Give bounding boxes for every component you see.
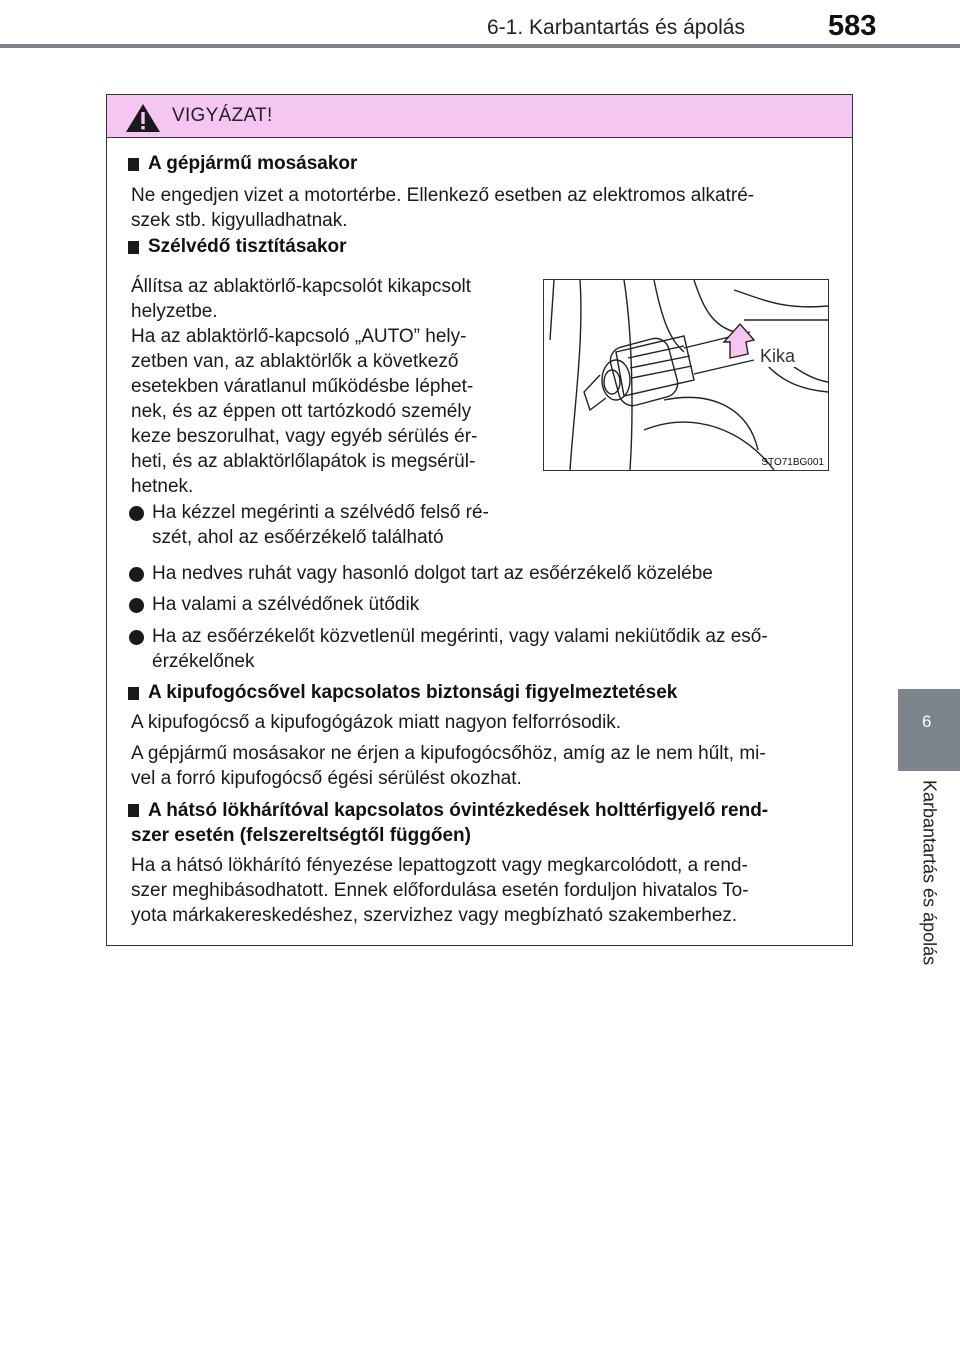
bullet-dot [129,630,144,645]
section-title: 6-1. Karbantartás és ápolás [487,16,745,39]
exhaust-heading: A kipufogócsővel kapcsolatos biztonsági figyelmeztetések [148,682,678,703]
wiper-switch-illustration [543,279,829,471]
text-line: vel a forró kipufogócső égési sérülést okozhat. [131,768,522,789]
text-line: Ha az ablaktörlő-kapcsoló „AUTO” hely- [131,326,467,347]
text-line: Ne engedjen vizet a motortérbe. Ellenkező esetben az elektromos alkatré- [131,185,755,206]
windshield-heading: Szélvédő tisztításakor [148,236,347,257]
warning-triangle-icon [125,103,161,133]
text-line: Ha a hátsó lökhárító fényezése lepattogzott vagy megkarcolódott, a rend- [131,855,748,876]
section-marker [128,158,139,171]
text-line: szek stb. kigyulladhatnak. [131,210,348,231]
text-line: nek, és az éppen ott tartózkodó személy [131,401,472,422]
bullet-dot [129,506,144,521]
text-line: Állítsa az ablaktörlő-kapcsolót kikapcsolt [131,276,472,297]
text-line: heti, és az ablaktörlőlapátok is megsérül- [131,451,476,472]
text-line: Ha valami a szélvédőnek ütődik [152,594,420,615]
text-line: helyzetbe. [131,301,218,322]
text-line: szer meghibásodhatott. Ennek előfordulása esetén forduljon hivatalos To- [131,880,749,901]
text-line: Ha kézzel megérinti a szélvédő felső ré- [152,502,489,523]
chapter-title: Karbantartás és ápolás [919,780,940,966]
bullet-item [152,561,842,586]
exhaust-paragraph-2 [131,741,838,791]
text-line: zetben van, az ablaktörlők a következő [131,351,459,372]
text-line: A gépjármű mosásakor ne érjen a kipufogócsőhöz, amíg az le nem hűlt, mi- [131,743,766,764]
bullet-item [152,500,518,550]
page-number: 583 [828,10,877,42]
warning-title: VIGYÁZAT! [172,105,273,126]
text-line: hetnek. [131,476,194,497]
text-line: A kipufogócső a kipufogógázok miatt nagyon felforrósodik. [131,712,622,733]
chapter-number: 6 [922,712,932,731]
bullet-item [152,624,842,674]
exhaust-paragraph-1 [131,710,838,735]
figure-code: STO71BG001 [761,457,824,468]
windshield-paragraph [131,274,518,499]
bumper-paragraph [131,853,838,928]
text-line: yota márkakereskedéshez, szervizhez vagy megbízható szakemberhez. [131,905,738,926]
text-line: szét, ahol az esőérzékelő található [152,527,444,548]
bullet-item [152,592,842,617]
warning-header [107,95,852,138]
text-line: keze beszorulhat, vagy egyéb sérülés ér- [131,426,478,447]
text-line: Ha az esőérzékelőt közvetlenül megérinti, vagy valami nekiütődik az eső- [152,626,768,647]
chapter-title-vertical [898,780,960,990]
text-line: Ha nedves ruhát vagy hasonló dolgot tart az esőérzékelő közelébe [152,563,713,584]
bullet-dot [129,598,144,613]
text-line: esetekben váratlanul működésbe léphet- [131,376,474,397]
section-marker [128,241,139,254]
washing-paragraph [131,183,838,233]
text-line: szer esetén (felszereltségtől függően) [131,825,471,846]
section-marker [128,687,139,700]
text-line: A hátsó lökhárítóval kapcsolatos óvintézkedések holttérfigyelő rend- [148,800,769,821]
figure-label-off: Kika [760,346,796,366]
text-line: érzékelőnek [152,651,255,672]
bullet-dot [129,567,144,582]
washing-heading: A gépjármű mosásakor [148,153,358,174]
wiper-switch-drawing [544,280,828,470]
header-rule [0,44,960,48]
bumper-heading [131,798,841,848]
